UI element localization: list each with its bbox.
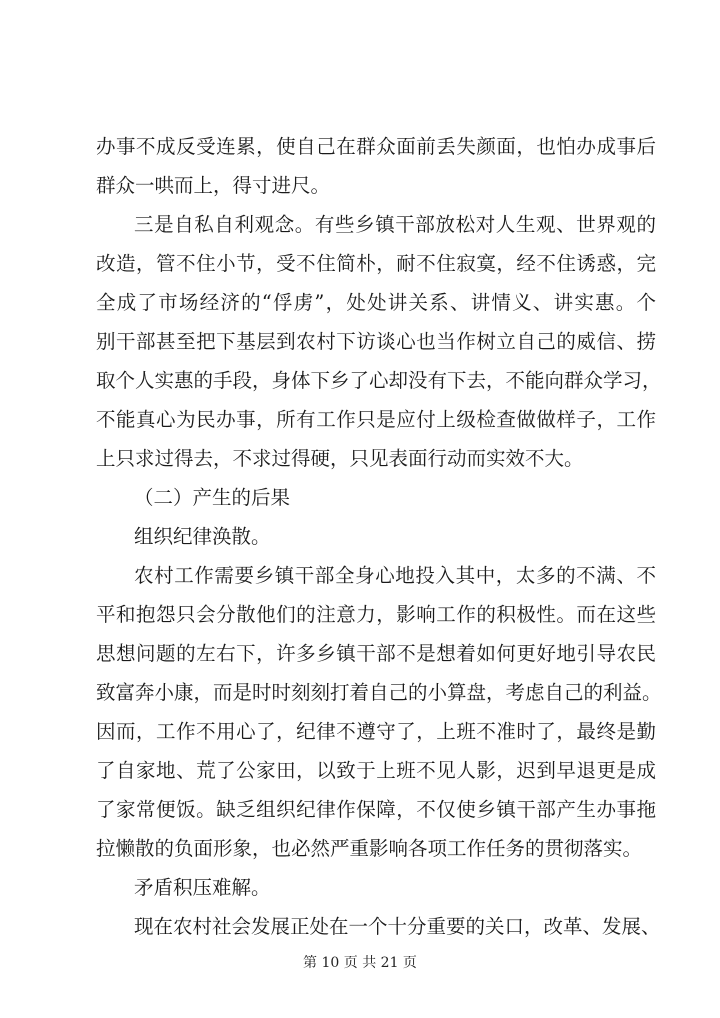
- section-heading: （二）产生的后果: [134, 486, 291, 509]
- subheading: 矛盾积压难解。: [134, 876, 271, 899]
- text-line: 致富奔小康，而是时时刻刻打着自己的小算盘，考虑自己的利益。: [96, 681, 662, 704]
- text-line: 拉懒散的负面形象，也必然严重影响各项工作任务的贯彻落实。: [96, 837, 643, 860]
- text-line: 取个人实惠的手段，身体下乡了心却没有下去，不能向群众学习，: [96, 369, 662, 392]
- text-line: 因而，工作不用心了，纪律不遵守了，上班不准时了，最终是勤: [96, 720, 656, 743]
- text-line: 不能真心为民办事，所有工作只是应付上级检查做做样子，工作: [96, 408, 656, 431]
- text-line: 群众一哄而上，得寸进尺。: [96, 174, 331, 197]
- subheading: 组织纪律涣散。: [134, 525, 271, 548]
- text-line: 别干部甚至把下基层到农村下访谈心也当作树立自己的威信、捞: [96, 330, 656, 353]
- page-number: 第 10 页 共 21 页: [303, 955, 417, 971]
- text-line: 办事不成反受连累，使自己在群众面前丢失颜面，也怕办成事后: [96, 135, 656, 158]
- text-line: 上只求过得去，不求过得硬，只见表面行动而实效不大。: [96, 447, 584, 470]
- text-line: 了自家地、荒了公家田，以致于上班不见人影，迟到早退更是成: [96, 759, 656, 782]
- text-line: 改造，管不住小节，受不住简朴，耐不住寂寞，经不住诱惑，完: [96, 252, 656, 275]
- text-line: 全成了市场经济的“俘虏”，处处讲关系、讲情义、讲实惠。个: [96, 291, 656, 314]
- text-line: 平和抱怨只会分散他们的注意力，影响工作的积极性。而在这些: [96, 603, 656, 626]
- text-line: 思想问题的左右下，许多乡镇干部不是想着如何更好地引导农民: [96, 642, 656, 665]
- text-line: 了家常便饭。缺乏组织纪律作保障，不仅使乡镇干部产生办事拖: [96, 798, 656, 821]
- text-line: 农村工作需要乡镇干部全身心地投入其中，太多的不满、不: [134, 564, 656, 587]
- text-line: 三是自私自利观念。有些乡镇干部放松对人生观、世界观的: [134, 213, 656, 236]
- text-line: 现在农村社会发展正处在一个十分重要的关口，改革、发展、: [134, 915, 661, 938]
